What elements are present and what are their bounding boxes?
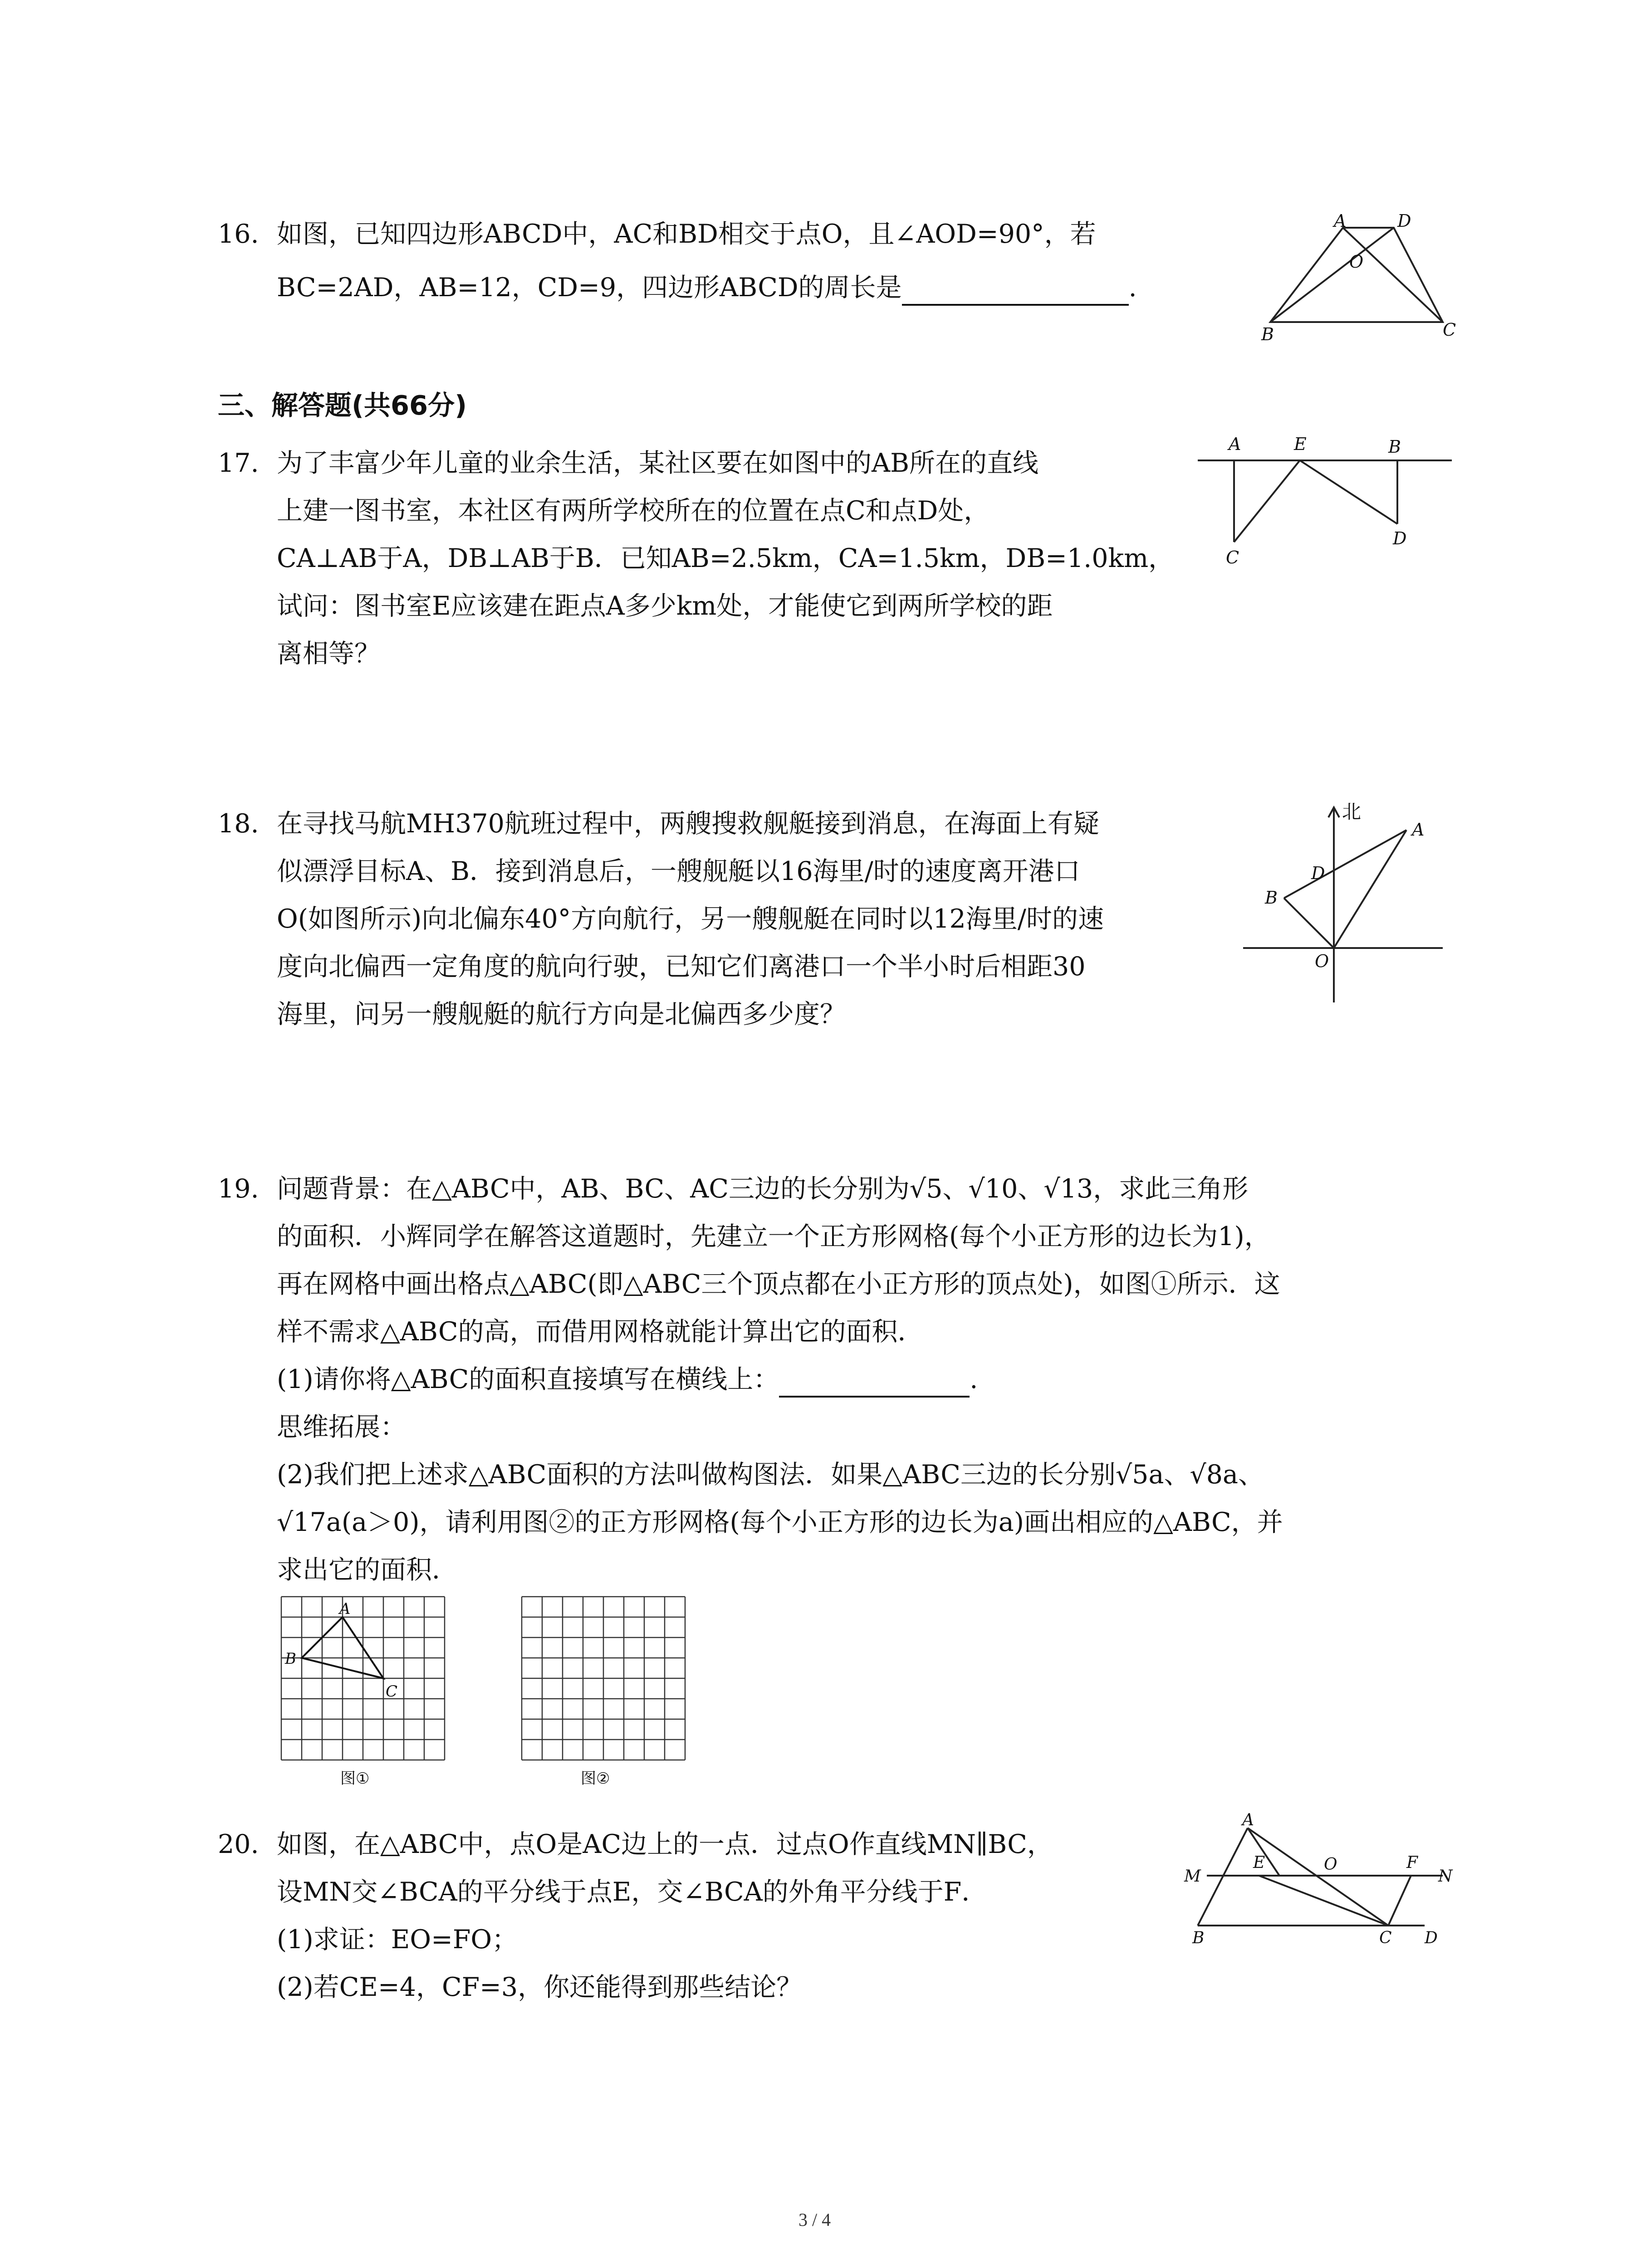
grid-1 xyxy=(281,1597,445,1760)
question-16-number: 16. xyxy=(218,219,259,249)
question-19-extension: 思维拓展： xyxy=(277,1412,406,1442)
fig20-label-D: D xyxy=(1425,1929,1438,1947)
question-19-part-1-text: (1)请你将△ABC的面积直接填写在横线上： xyxy=(277,1364,779,1394)
question-17-line-4: 试问：图书室E应该建在距点A多少km处，才能使它到两所学校的距 xyxy=(277,591,1053,621)
question-18-number: 18. xyxy=(218,809,259,839)
question-18-figure xyxy=(1243,798,1456,1007)
question-19-line-4: 样不需求△ABC的高，而借用网格就能计算出它的面积． xyxy=(277,1317,924,1347)
fig19-label-A: A xyxy=(339,1600,351,1618)
question-18-line-1: 在寻找马航MH370航班过程中，两艘搜救舰艇接到消息，在海面上有疑 xyxy=(277,809,1099,839)
fig20-label-F: F xyxy=(1406,1853,1418,1872)
fig20-label-N: N xyxy=(1438,1867,1453,1886)
fig17-label-B: B xyxy=(1388,437,1401,457)
question-20-line-1: 如图，在△ABC中，点O是AC边上的一点．过点O作直线MN∥BC， xyxy=(277,1829,1053,1859)
question-16-line-1: 如图，已知四边形ABCD中，AC和BD相交于点O，且∠AOD=90°，若 xyxy=(277,219,1096,249)
fig20-label-A: A xyxy=(1242,1811,1254,1829)
question-19-figure-2[interactable] xyxy=(513,1588,694,1792)
fig16-label-O: O xyxy=(1349,252,1364,272)
question-17-line-2: 上建一图书室，本社区有两所学校所在的位置在点C和点D处， xyxy=(277,496,990,526)
grid-2 xyxy=(522,1597,685,1760)
question-19-part-1 xyxy=(277,1363,978,1398)
question-18-line-2: 似漂浮目标A、B．接到消息后，一艘舰艇以16海里/时的速度离开港口 xyxy=(277,856,1080,886)
fig20-label-B: B xyxy=(1192,1929,1205,1947)
question-19-answer-blank[interactable] xyxy=(779,1363,970,1398)
question-19-line-2: 的面积．小辉同学在解答这道题时，先建立一个正方形网格(每个小正方形的边长为1)， xyxy=(277,1222,1270,1251)
question-19-line-3: 再在网格中画出格点△ABC(即△ABC三个顶点都在小正方形的顶点处)，如图①所示．这 xyxy=(277,1269,1280,1299)
question-17-figure xyxy=(1198,431,1461,567)
question-18-line-3: O(如图所示)向北偏东40°方向航行，另一艘舰艇在同时以12海里/时的速 xyxy=(277,904,1104,934)
question-19-line-1: 问题背景：在△ABC中，AB、BC、AC三边的长分别为√5、√10、√13，求此三角形 xyxy=(277,1174,1249,1204)
question-20-figure xyxy=(1180,1811,1453,1947)
question-16-answer-blank[interactable] xyxy=(902,271,1129,306)
fig17-label-D: D xyxy=(1393,528,1407,548)
question-16-line-2 xyxy=(277,271,1137,306)
question-20-line-4: (2)若CE=4，CF=3，你还能得到那些结论？ xyxy=(277,1972,803,2002)
fig20-label-C: C xyxy=(1379,1929,1392,1947)
question-20-line-2: 设MN交∠BCA的平分线于点E，交∠BCA的外角平分线于F． xyxy=(277,1877,988,1907)
question-19-part-2-line-3: 求出它的面积． xyxy=(277,1555,458,1585)
question-18-line-5: 海里，问另一艘舰艇的航行方向是北偏西多少度？ xyxy=(277,999,846,1029)
question-19-part-1-period: . xyxy=(970,1364,978,1394)
question-18-line-4: 度向北偏西一定角度的航向行驶，已知它们离港口一个半小时后相距30 xyxy=(277,952,1086,982)
question-19-part-2-line-2: √17a(a＞0)，请利用图②的正方形网格(每个小正方形的边长为a)画出相应的△ABC，并 xyxy=(277,1507,1283,1537)
section-3-heading: 三、解答题(共66分) xyxy=(218,390,467,421)
fig18-label-D: D xyxy=(1311,863,1325,883)
fig18-label-B: B xyxy=(1265,888,1278,908)
question-16-figure xyxy=(1252,209,1470,354)
question-17-number: 17. xyxy=(218,448,259,478)
question-19-part-2-line-1: (2)我们把上述求△ABC面积的方法叫做构图法．如果△ABC三边的长分别√5a、√8a、 xyxy=(277,1460,1264,1490)
fig16-label-C: C xyxy=(1443,320,1456,340)
question-17-line-3: CA⊥AB于A，DB⊥AB于B．已知AB=2.5km，CA=1.5km，DB=1.0km， xyxy=(277,543,1175,573)
fig18-label-A: A xyxy=(1412,820,1425,840)
fig18-label-O: O xyxy=(1315,951,1329,971)
fig20-label-O: O xyxy=(1324,1855,1337,1874)
question-16-line-2-text: BC=2AD，AB=12，CD=9，四边形ABCD的周长是 xyxy=(277,273,902,303)
question-19-figure-1 xyxy=(272,1588,454,1792)
fig20-label-M: M xyxy=(1184,1867,1201,1886)
fig19-caption-2: 图② xyxy=(581,1769,610,1788)
fig17-label-E: E xyxy=(1294,434,1307,454)
question-20-number: 20. xyxy=(218,1829,259,1859)
question-19-number: 19. xyxy=(218,1174,259,1204)
fig19-caption-1: 图① xyxy=(340,1769,370,1788)
question-16-period: . xyxy=(1128,273,1137,303)
fig18-label-north: 北 xyxy=(1342,801,1362,823)
fig17-label-C: C xyxy=(1226,547,1239,567)
fig16-label-A: A xyxy=(1334,211,1347,231)
page-number: 3 / 4 xyxy=(798,2209,831,2230)
fig19-label-C: C xyxy=(386,1682,398,1701)
question-17-line-5: 离相等？ xyxy=(277,639,380,669)
question-20-line-3: (1)求证：EO=FO； xyxy=(277,1925,518,1955)
fig16-label-D: D xyxy=(1397,211,1411,231)
fig17-label-A: A xyxy=(1229,434,1241,454)
fig20-label-E: E xyxy=(1253,1853,1265,1872)
question-17-line-1: 为了丰富少年儿童的业余生活，某社区要在如图中的AB所在的直线 xyxy=(277,448,1039,478)
fig19-label-B: B xyxy=(285,1650,296,1668)
fig16-label-B: B xyxy=(1261,324,1274,344)
